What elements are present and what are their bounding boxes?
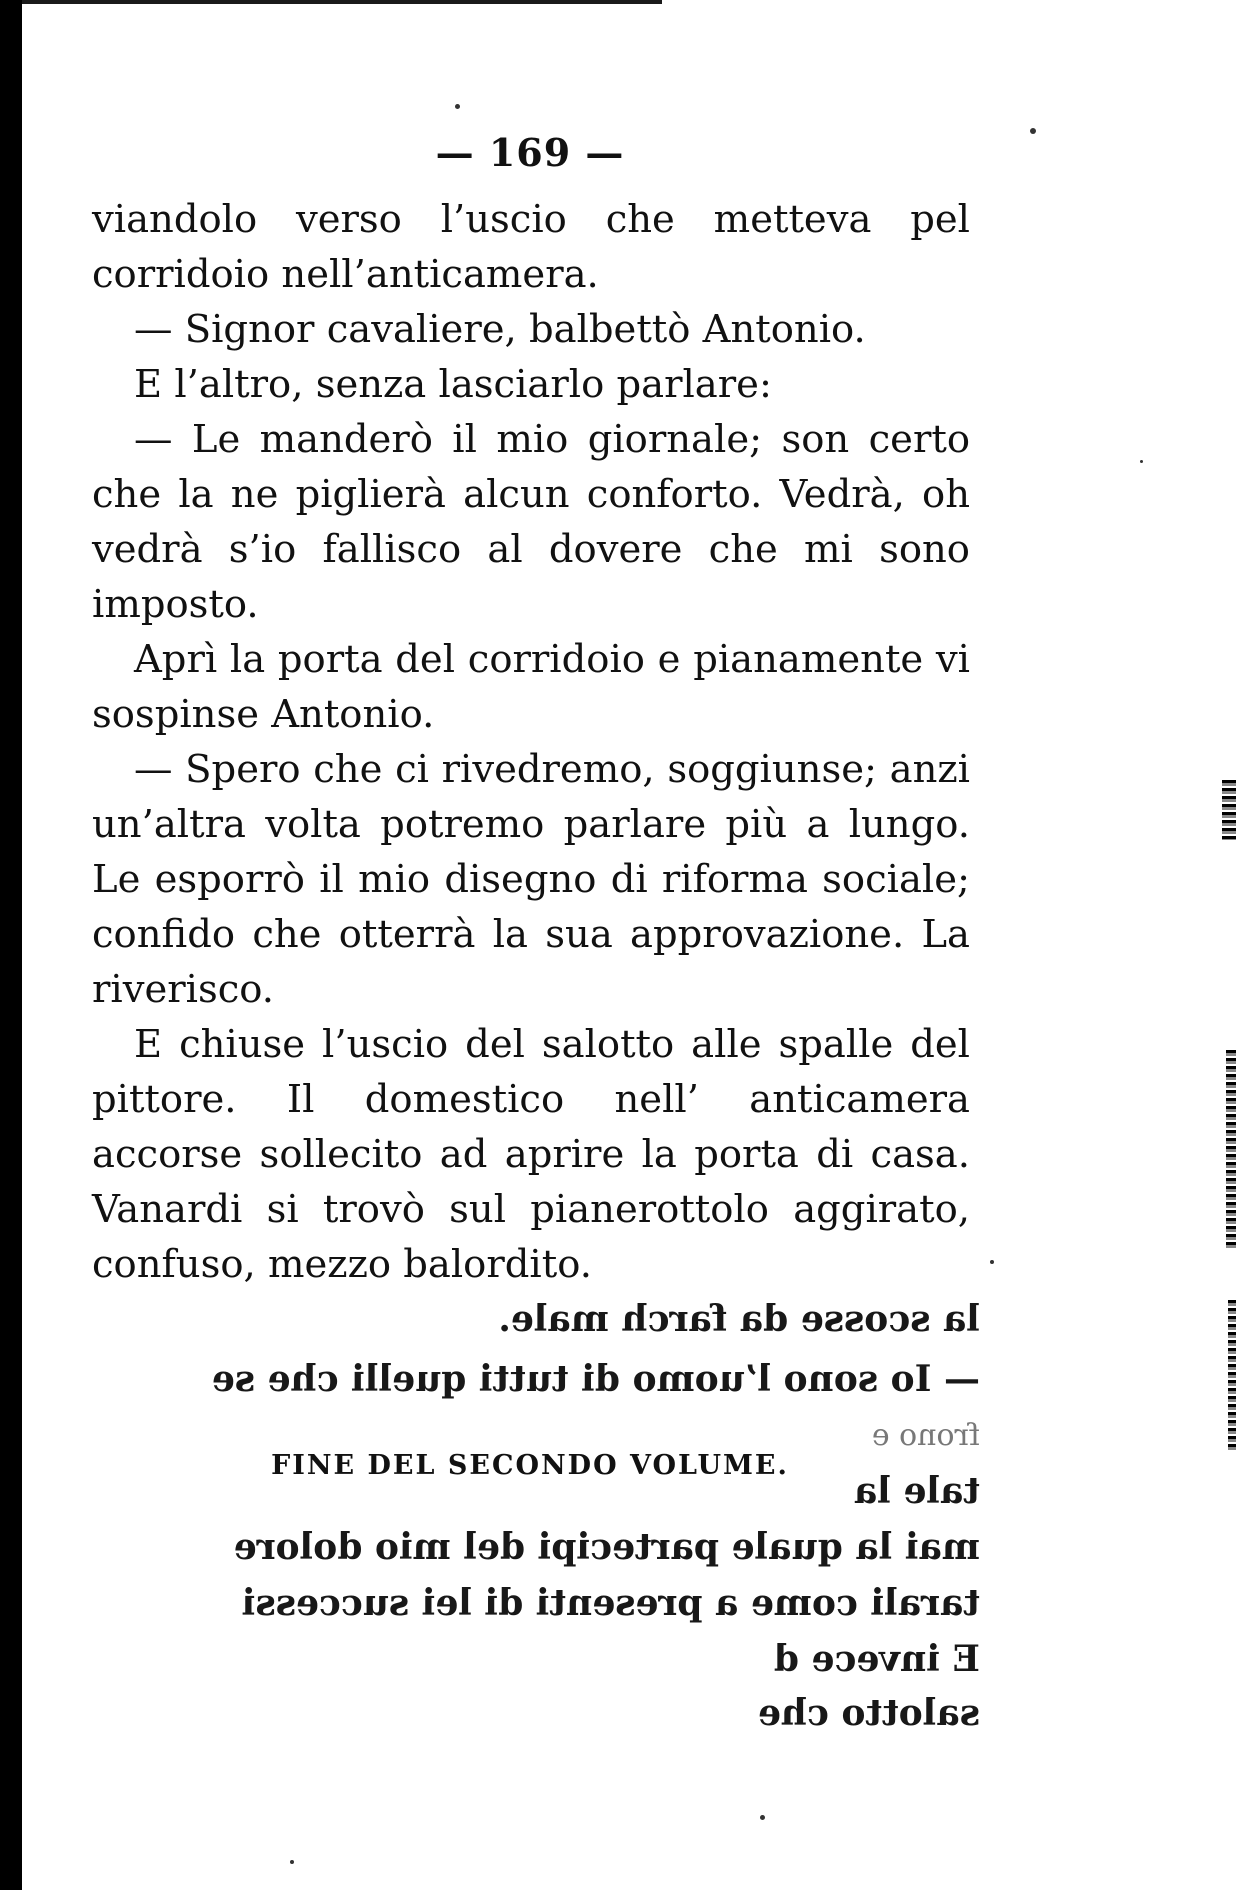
- print-speck: [455, 104, 460, 109]
- print-speck: [760, 1815, 765, 1820]
- print-speck: [1030, 128, 1036, 134]
- bleed-through-line: — Io sono l’uomo di tutti quelli che se: [211, 1358, 980, 1400]
- paragraph: viandolo verso l’uscio che metteva pel corridoio nell’anticamera.: [92, 197, 970, 297]
- paragraph: — Le manderò il mio giornale; son certo che la ne piglierà alcun conforto. Vedrà, oh vedrà s’io fallisco al dovere che mi sono imposto.: [92, 417, 970, 627]
- page-number: — 169 —: [435, 130, 625, 175]
- print-speck: [990, 1260, 994, 1264]
- bleed-through-line: la scosse da farch male.: [498, 1298, 980, 1340]
- bleed-through-line: E invece d: [773, 1638, 980, 1680]
- bleed-through-line: tarali come a presenti di lei successi: [241, 1582, 980, 1624]
- page-edge-shadow: [1228, 1300, 1236, 1450]
- page-top-edge: [22, 0, 662, 4]
- paragraph: — Signor cavaliere, balbettò Antonio.: [134, 307, 866, 352]
- bleed-through-line: mai la quale partecipi del mio dolore: [233, 1526, 980, 1568]
- bleed-through-line: frono e: [871, 1418, 980, 1453]
- bleed-through-line: tale la: [853, 1470, 980, 1512]
- paragraph: Aprì la porta del corridoio e pianamente vi sospinse Antonio.: [92, 637, 970, 737]
- print-speck: [290, 1860, 294, 1864]
- print-speck: [1140, 460, 1143, 463]
- book-binding-edge: [0, 0, 22, 1890]
- page-edge-shadow: [1226, 1050, 1236, 1250]
- paragraph: E chiuse l’uscio del salotto alle spalle del pittore. Il domestico nell’ anticamera accorse sollecito ad aprire la porta di casa. Vanardi si trovò sul pianerottolo aggirato, confuso, mezzo balordito.: [92, 1022, 970, 1287]
- body-text: [92, 192, 970, 1292]
- paragraph: E l’altro, senza lasciarlo parlare:: [134, 362, 772, 407]
- page-edge-shadow: [1222, 780, 1236, 840]
- end-of-volume-notice: FINE DEL SECONDO VOLUME.: [271, 1450, 789, 1481]
- bleed-through-line: salotto che: [757, 1692, 980, 1734]
- paragraph: — Spero che ci rivedremo, soggiunse; anzi un’altra volta potremo parlare più a lungo. Le esporrò il mio disegno di riforma sociale; confido che otterrà la sua approvazione. La riverisco.: [92, 747, 970, 1012]
